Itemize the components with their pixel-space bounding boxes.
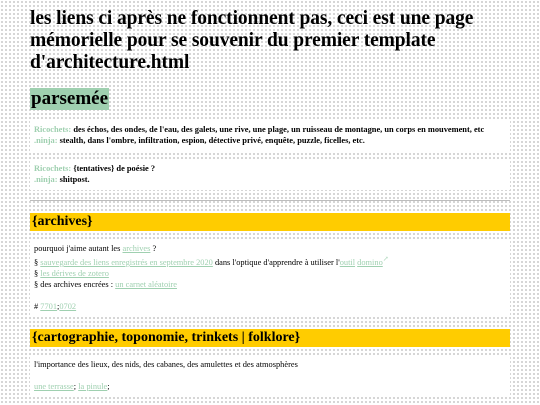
ninja-text: stealth, dans l'ombre, infiltration, espion, détective privé, enquête, puzzle, ficelles, etc.	[59, 136, 365, 145]
spacer	[34, 370, 506, 381]
cartographie-body	[30, 355, 510, 397]
archives-line-1	[34, 243, 506, 254]
cartographie-line-1: l'importance des lieux, des nids, des cabanes, des amulettes et des atmosphères	[34, 359, 298, 369]
carnet-link[interactable]: un carnet aléatoire	[115, 279, 177, 289]
hash-link-7701[interactable]: 7701	[40, 301, 58, 311]
hash-separator: ;	[57, 301, 60, 311]
archives-line2-text: dans l'optique d'apprendre à utiliser l'	[212, 257, 340, 267]
ricochets-text: {tentatives} de poésie ?	[73, 164, 156, 173]
cartographie-links	[34, 381, 506, 392]
sauvegarde-link[interactable]: sauvegarde des liens enregistrés en septembre 2020	[40, 257, 213, 267]
site-name: parsemée	[31, 88, 109, 109]
ninja-label: .ninja:	[34, 136, 58, 145]
ninja-text: shitpost.	[59, 175, 90, 184]
ricochets-label: Ricochets:	[34, 164, 72, 173]
archives-line1-suffix: ?	[150, 244, 157, 253]
external-link-icon: ↗	[382, 255, 389, 263]
archives-line1-text: pourquoi j'aime autant les	[34, 244, 123, 253]
link-separator: ;	[73, 381, 79, 391]
archives-hash-line	[34, 301, 506, 312]
intro-box-1	[30, 120, 510, 151]
cartographie-header: {cartographie, toponomie, trinkets | folklore}	[30, 329, 510, 347]
archives-header: {archives}	[30, 213, 510, 231]
link-tail: ;	[107, 381, 110, 391]
ricochets-text: des échos, des ondes, de l'eau, des galets, une rive, une plage, un ruisseau de montagne, un corps en mouvement, etc	[73, 125, 485, 134]
section-mark: §	[34, 268, 41, 278]
section-mark: §	[34, 257, 41, 267]
pinule-link[interactable]: la pinule	[78, 381, 108, 391]
archives-line4-text: § des archives encrées :	[34, 279, 116, 289]
archives-link[interactable]: archives	[122, 244, 151, 253]
outil-link[interactable]: outil	[339, 257, 356, 267]
ricochets-label: Ricochets:	[34, 125, 72, 134]
spacer	[34, 290, 506, 301]
archives-body	[30, 239, 510, 317]
archives-line-2	[34, 254, 506, 268]
archives-line-3	[34, 268, 506, 279]
ninja-label: .ninja:	[34, 175, 58, 184]
hash-mark: #	[34, 301, 41, 311]
zotero-link[interactable]: les dérives de zotero	[40, 268, 109, 278]
divider	[30, 200, 510, 201]
intro-box-2	[30, 159, 510, 190]
domino-link[interactable]: domino	[357, 257, 383, 267]
hash-link-0702[interactable]: 0702	[59, 301, 77, 311]
archives-line-4	[34, 279, 506, 290]
page-title: les liens ci après ne fonctionnent pas, ceci est une page mémorielle pour se souvenir du premier template d'architecture.html	[30, 8, 474, 73]
terrasse-link[interactable]: une terrasse	[34, 381, 74, 391]
